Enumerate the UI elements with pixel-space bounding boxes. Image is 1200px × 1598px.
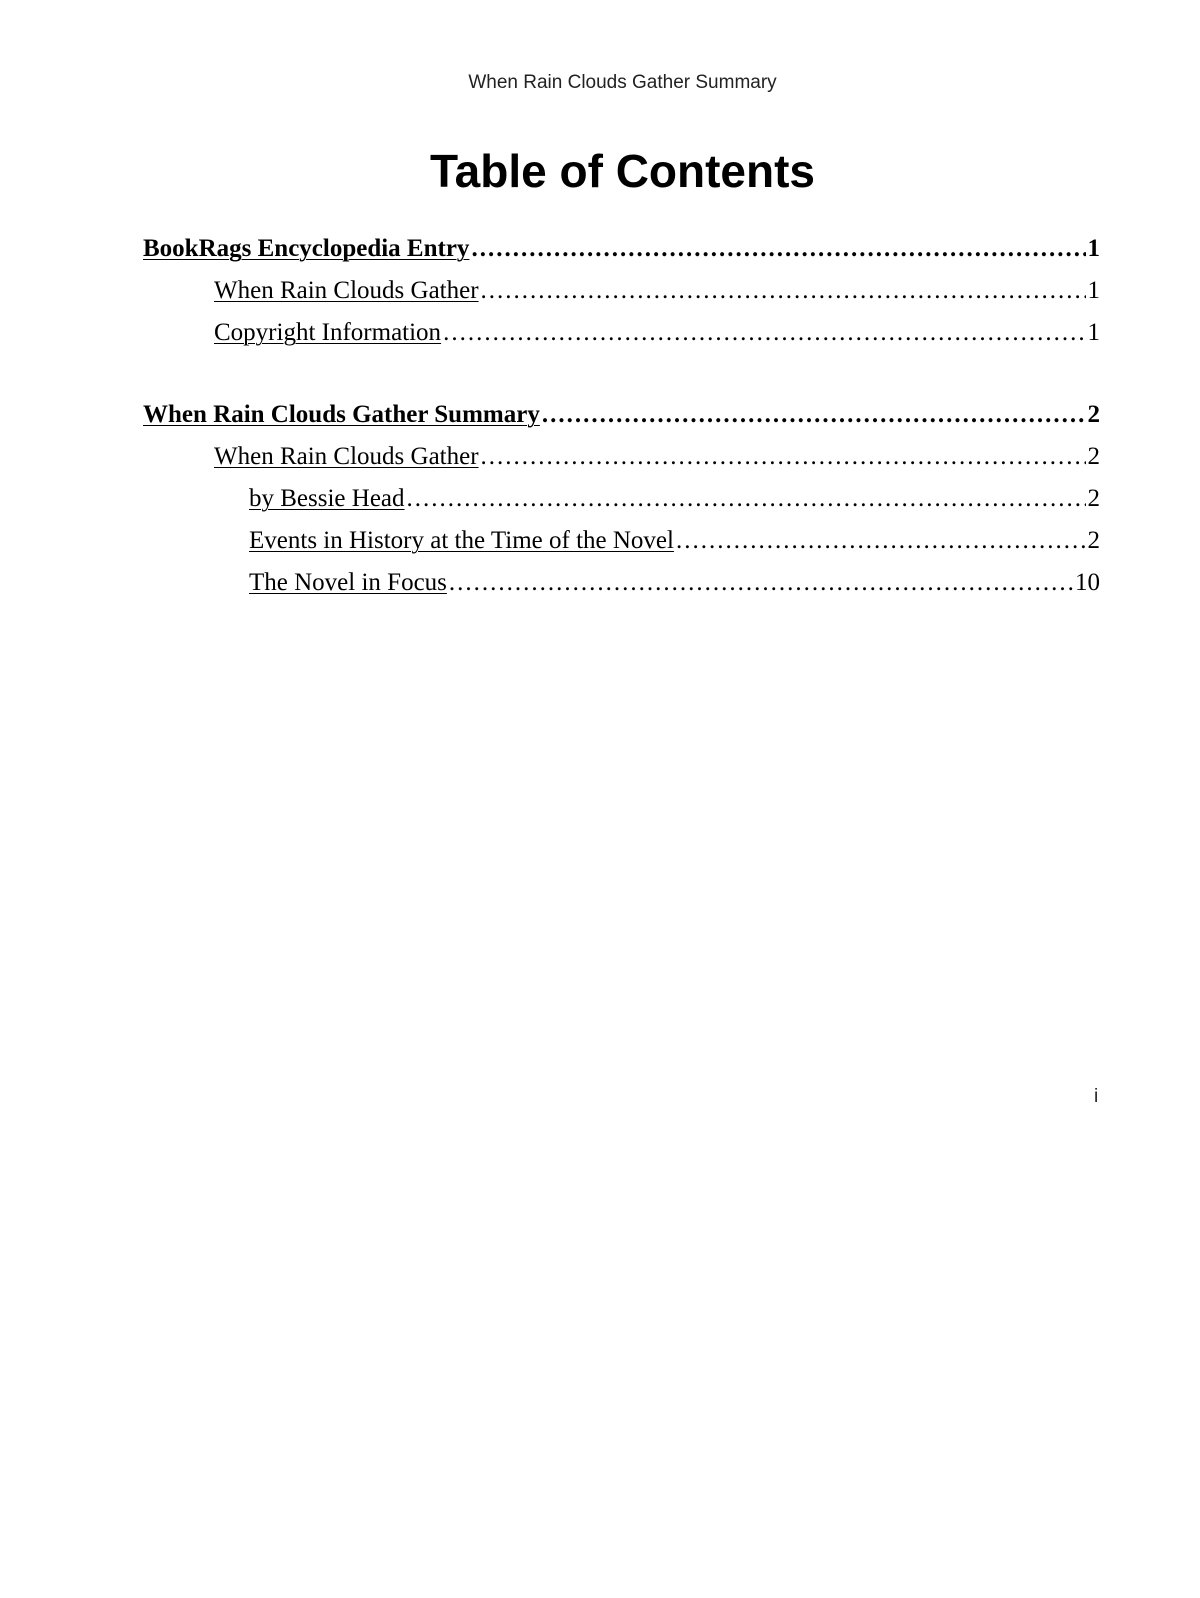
toc-link[interactable]: by Bessie Head bbox=[249, 485, 405, 512]
toc-link[interactable]: BookRags Encyclopedia Entry bbox=[143, 235, 470, 262]
toc-link[interactable]: When Rain Clouds Gather bbox=[214, 277, 479, 304]
dot-leader bbox=[449, 562, 1073, 604]
toc-entry-when-rain-clouds-gather[interactable] bbox=[143, 436, 1100, 478]
toc-page-number: 2 bbox=[1087, 485, 1100, 512]
toc-link[interactable]: Copyright Information bbox=[214, 319, 442, 346]
dot-leader bbox=[481, 270, 1086, 312]
toc-link[interactable]: The Novel in Focus bbox=[249, 569, 447, 596]
toc-link[interactable]: When Rain Clouds Gather Summary bbox=[143, 401, 540, 428]
dot-leader bbox=[481, 436, 1086, 478]
table-of-contents bbox=[143, 228, 1100, 644]
dot-leader bbox=[443, 312, 1085, 354]
toc-page-number: 2 bbox=[1087, 443, 1100, 470]
toc-page-number: 2 bbox=[1087, 401, 1100, 428]
toc-page-number: 2 bbox=[1087, 527, 1100, 554]
toc-entry-bookrags-encyclopedia-entry[interactable] bbox=[143, 228, 1100, 270]
running-header: When Rain Clouds Gather Summary bbox=[468, 72, 777, 93]
dot-leader bbox=[471, 228, 1085, 270]
toc-section-summary bbox=[143, 394, 1100, 604]
toc-link[interactable]: When Rain Clouds Gather bbox=[214, 443, 479, 470]
toc-page-number: 1 bbox=[1087, 277, 1100, 304]
toc-link[interactable]: Events in History at the Time of the Novel bbox=[249, 527, 674, 554]
toc-page-number: 1 bbox=[1087, 235, 1100, 262]
toc-entry-when-rain-clouds-gather[interactable] bbox=[143, 270, 1100, 312]
toc-page-number: 1 bbox=[1087, 319, 1100, 346]
toc-section-bookrags bbox=[143, 228, 1100, 354]
toc-entry-the-novel-in-focus[interactable] bbox=[143, 562, 1100, 604]
dot-leader bbox=[407, 478, 1086, 520]
dot-leader bbox=[676, 520, 1086, 562]
page-title: Table of Contents bbox=[429, 145, 816, 197]
page-number: i bbox=[1094, 1086, 1099, 1107]
toc-entry-copyright-information[interactable] bbox=[143, 312, 1100, 354]
toc-entry-by-bessie-head[interactable] bbox=[143, 478, 1100, 520]
toc-entry-events-in-history[interactable] bbox=[143, 520, 1100, 562]
toc-entry-when-rain-clouds-gather-summary[interactable] bbox=[143, 394, 1100, 436]
toc-page-number: 10 bbox=[1075, 569, 1100, 596]
dot-leader bbox=[542, 394, 1086, 436]
